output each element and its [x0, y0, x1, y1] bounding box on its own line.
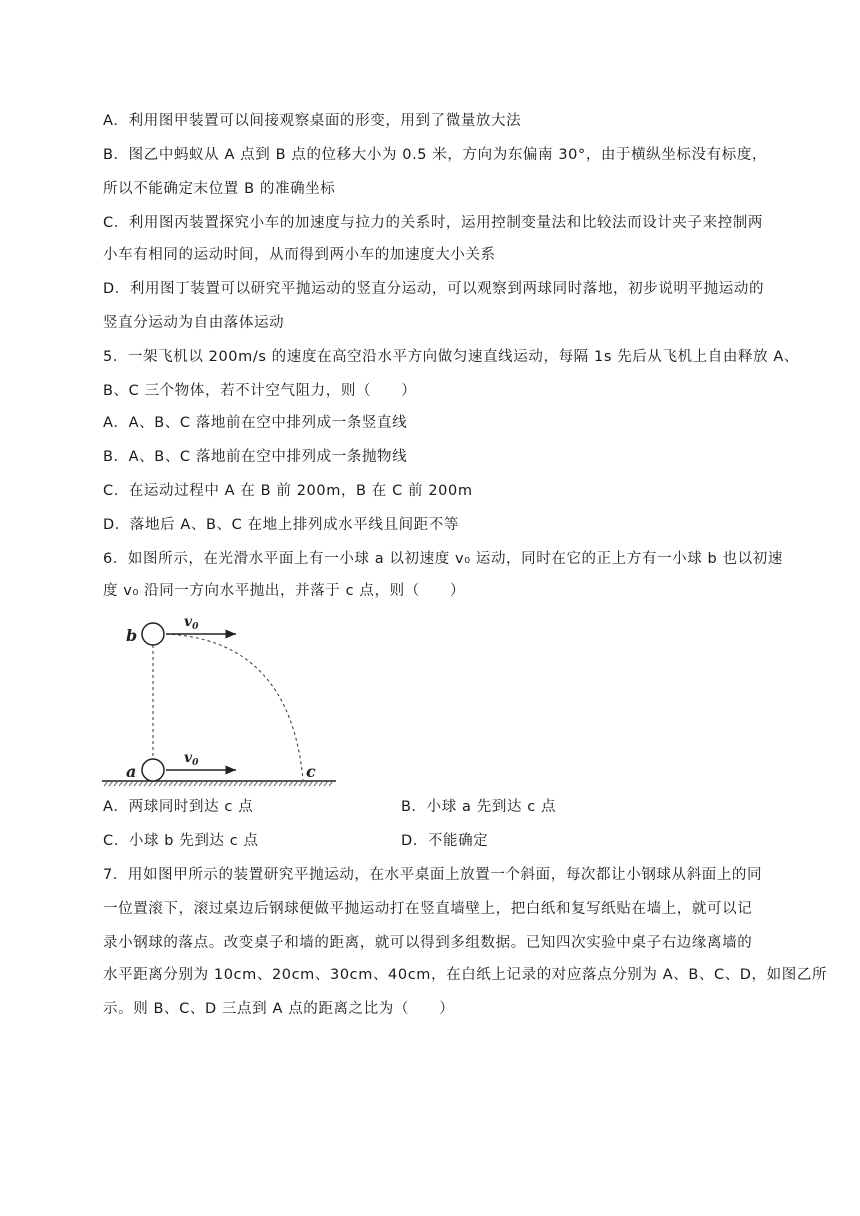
q4-option-d-line1: D．利用图丁装置可以研究平抛运动的竖直分运动，可以观察到两球同时落地，初步说明平抛运动的 — [103, 281, 765, 297]
q7-line5: 示。则 B、C、D 三点到 A 点的距离之比为（ ） — [103, 1001, 455, 1017]
q5-option-b: B．A、B、C 落地前在空中排列成一条抛物线 — [103, 449, 408, 465]
q5-option-a: A．A、B、C 落地前在空中排列成一条竖直线 — [103, 415, 408, 431]
q7-line3: 录小钢球的落点。改变桌子和墙的距离，就可以得到多组数据。已知四次实验中桌子右边缘离墙的 — [103, 935, 753, 951]
q6-option-b: B．小球 a 先到达 c 点 — [401, 799, 557, 815]
projectile-figure — [100, 612, 340, 792]
label-v0-bottom: $v_0$ — [184, 750, 199, 768]
label-a: a — [126, 762, 137, 781]
q7-line4: 水平距离分别为 10cm、20cm、30cm、40cm，在白纸上记录的对应落点分别为 A、B、C、D，如图乙所 — [103, 967, 828, 983]
q4-option-c-line2: 小车有相同的运动时间，从而得到两小车的加速度大小关系 — [103, 247, 496, 263]
label-b: b — [126, 626, 138, 645]
q6-stem-line2: 度 v₀ 沿同一方向水平抛出，并落于 c 点，则（ ） — [103, 583, 466, 599]
q5-stem-line2: B、C 三个物体，若不计空气阻力，则（ ） — [103, 383, 417, 399]
label-c: c — [306, 762, 316, 781]
projectile-diagram — [100, 612, 340, 792]
q6-option-a: A．两球同时到达 c 点 — [103, 799, 254, 815]
q7-line1: 7．用如图甲所示的装置研究平抛运动，在水平桌面上放置一个斜面，每次都让小钢球从斜面上的同 — [103, 867, 763, 883]
q6-option-c: C．小球 b 先到达 c 点 — [103, 833, 259, 849]
q4-option-c-line1: C．利用图丙装置探究小车的加速度与拉力的关系时，运用控制变量法和比较法而设计夹子来控制两 — [103, 215, 764, 231]
ball-b — [142, 623, 164, 645]
q6-stem-line1: 6．如图所示，在光滑水平面上有一小球 a 以初速度 v₀ 运动，同时在它的正上方有一小球 b 也以初速 — [103, 551, 783, 567]
q5-stem-line1: 5．一架飞机以 200m/s 的速度在高空沿水平方向做匀速直线运动，每隔 1s 先后从飞机上自由释放 A、 — [103, 349, 800, 365]
q5-option-c: C．在运动过程中 A 在 B 前 200m，B 在 C 前 200m — [103, 483, 473, 499]
q4-option-b-line1: B．图乙中蚂蚁从 A 点到 B 点的位移大小为 0.5 米，方向为东偏南 30°，由于横纵坐标没有标度， — [103, 147, 768, 163]
ball-a — [142, 759, 164, 781]
q7-line2: 一位置滚下，滚过桌边后钢球便做平抛运动打在竖直墙壁上，把白纸和复写纸贴在墙上，就可以记 — [103, 901, 753, 917]
q4-option-d-line2: 竖直分运动为自由落体运动 — [103, 315, 285, 331]
q4-option-b-line2: 所以不能确定末位置 B 的准确坐标 — [103, 181, 336, 197]
q5-option-d: D．落地后 A、B、C 在地上排列成水平线且间距不等 — [103, 517, 459, 533]
q6-option-d: D．不能确定 — [401, 833, 489, 849]
label-v0-top: $v_0$ — [184, 614, 199, 632]
q4-option-a: A．利用图甲装置可以间接观察桌面的形变，用到了微量放大法 — [103, 113, 522, 129]
